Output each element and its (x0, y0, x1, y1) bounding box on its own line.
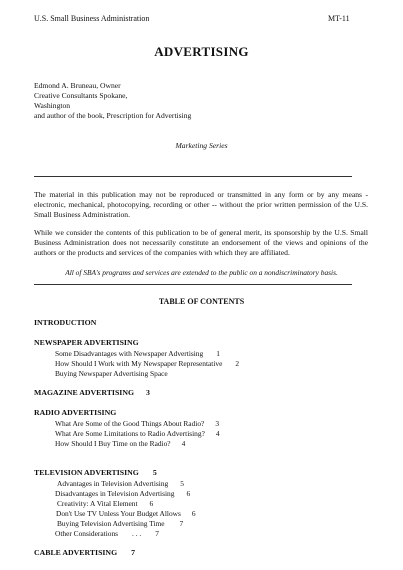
toc-item-page: 4 (215, 429, 220, 438)
toc-magazine-heading[interactable] (34, 388, 150, 397)
toc-heading-page: 3 (146, 388, 150, 397)
toc-item-page: 1 (216, 349, 220, 358)
toc-introduction[interactable]: INTRODUCTION (34, 318, 97, 327)
toc-cable-heading[interactable] (34, 548, 135, 557)
author-line: Creative Consultants Spokane, (34, 91, 128, 100)
toc-item-text: Some Disadvantages with Newspaper Advertising (55, 349, 204, 358)
divider (34, 176, 352, 177)
toc-item[interactable] (55, 369, 168, 378)
header-org: U.S. Small Business Administration (34, 14, 150, 23)
toc-item[interactable] (57, 479, 184, 488)
toc-item-page: 6 (186, 489, 191, 498)
toc-heading-text: TELEVISION ADVERTISING (34, 468, 139, 477)
toc-item-text: Creativity: A Vital Element (57, 499, 138, 508)
toc-item[interactable] (57, 519, 183, 528)
page-title: ADVERTISING (154, 44, 249, 59)
toc-item-text: How Should I Buy Time on the Radio? (55, 439, 171, 448)
toc-item[interactable] (55, 529, 159, 538)
toc-television-heading[interactable] (34, 468, 157, 477)
toc-title: TABLE OF CONTENTS (158, 297, 245, 306)
toc-radio-heading[interactable]: RADIO ADVERTISING (34, 408, 117, 417)
toc-item-page: 3 (215, 419, 220, 428)
author-line: and author of the book, Prescription for Advertising (34, 111, 192, 120)
toc-item-page: 7 (179, 519, 184, 528)
nondiscrimination-note: All of SBA's programs and services are extended to the public on a nondiscriminatory basis. (65, 268, 338, 277)
toc-heading-text: CABLE ADVERTISING (34, 548, 118, 557)
toc-heading-text: MAGAZINE ADVERTISING (34, 388, 135, 397)
toc-item-page: 7 (155, 529, 159, 538)
toc-heading-page: 5 (152, 468, 157, 477)
toc-item-page: 4 (181, 439, 186, 448)
toc-item[interactable] (55, 439, 185, 448)
header-code: MT-11 (328, 14, 350, 23)
toc-heading-page: 7 (131, 548, 136, 557)
copyright-paragraph: The material in this publication may not be reproduced or transmitted in any form or by any means - electronic, mechanical, photocopying, recording or other -- without the prior written permission of the U.S. Small Business Administration. (34, 190, 368, 219)
toc-item[interactable] (56, 509, 196, 518)
toc-item-page: 2 (235, 359, 240, 368)
toc-item-page: 6 (191, 509, 196, 518)
toc-item[interactable] (55, 429, 220, 438)
toc-item-text: Buying Television Advertising Time (57, 519, 165, 528)
toc-item[interactable] (55, 359, 239, 368)
toc-item-text: How Should I Work with My Newspaper Representative (55, 359, 223, 368)
author-block (34, 81, 191, 121)
toc-newspaper-heading[interactable]: NEWSPAPER ADVERTISING (34, 338, 139, 347)
disclaimer-paragraph: While we consider the contents of this publication to be of general merit, its sponsorship by the U.S. Small Business Administration does not necessarily constitute an endorsement of the views and opinions of the authors or the products and services of the companies with which they are affiliated. (34, 228, 368, 257)
toc-item-text: What Are Some Limitations to Radio Advertising? (55, 429, 205, 438)
toc-item-page: 5 (180, 479, 184, 488)
author-line: Washington (34, 101, 71, 110)
toc-item[interactable] (55, 419, 219, 428)
toc-item-page: 6 (149, 499, 154, 508)
series-label: Marketing Series (175, 141, 228, 150)
toc-item-text: Don't Use TV Unless Your Budget Allows (56, 509, 181, 518)
divider (34, 284, 352, 285)
toc-item[interactable] (55, 489, 190, 498)
toc-item-dots: . . . (132, 529, 142, 538)
toc-item-text: Other Considerations (55, 529, 119, 538)
toc-item[interactable] (57, 499, 153, 508)
toc-item-text: Buying Newspaper Advertising Space (55, 369, 168, 378)
toc-item-text: Disadvantages in Television Advertising (55, 489, 175, 498)
toc-item-text: What Are Some of the Good Things About Radio? (55, 419, 205, 428)
toc-item[interactable] (55, 349, 220, 358)
author-line: Edmond A. Bruneau, Owner (34, 81, 121, 90)
toc-item-text: Advantages in Television Advertising (57, 479, 169, 488)
